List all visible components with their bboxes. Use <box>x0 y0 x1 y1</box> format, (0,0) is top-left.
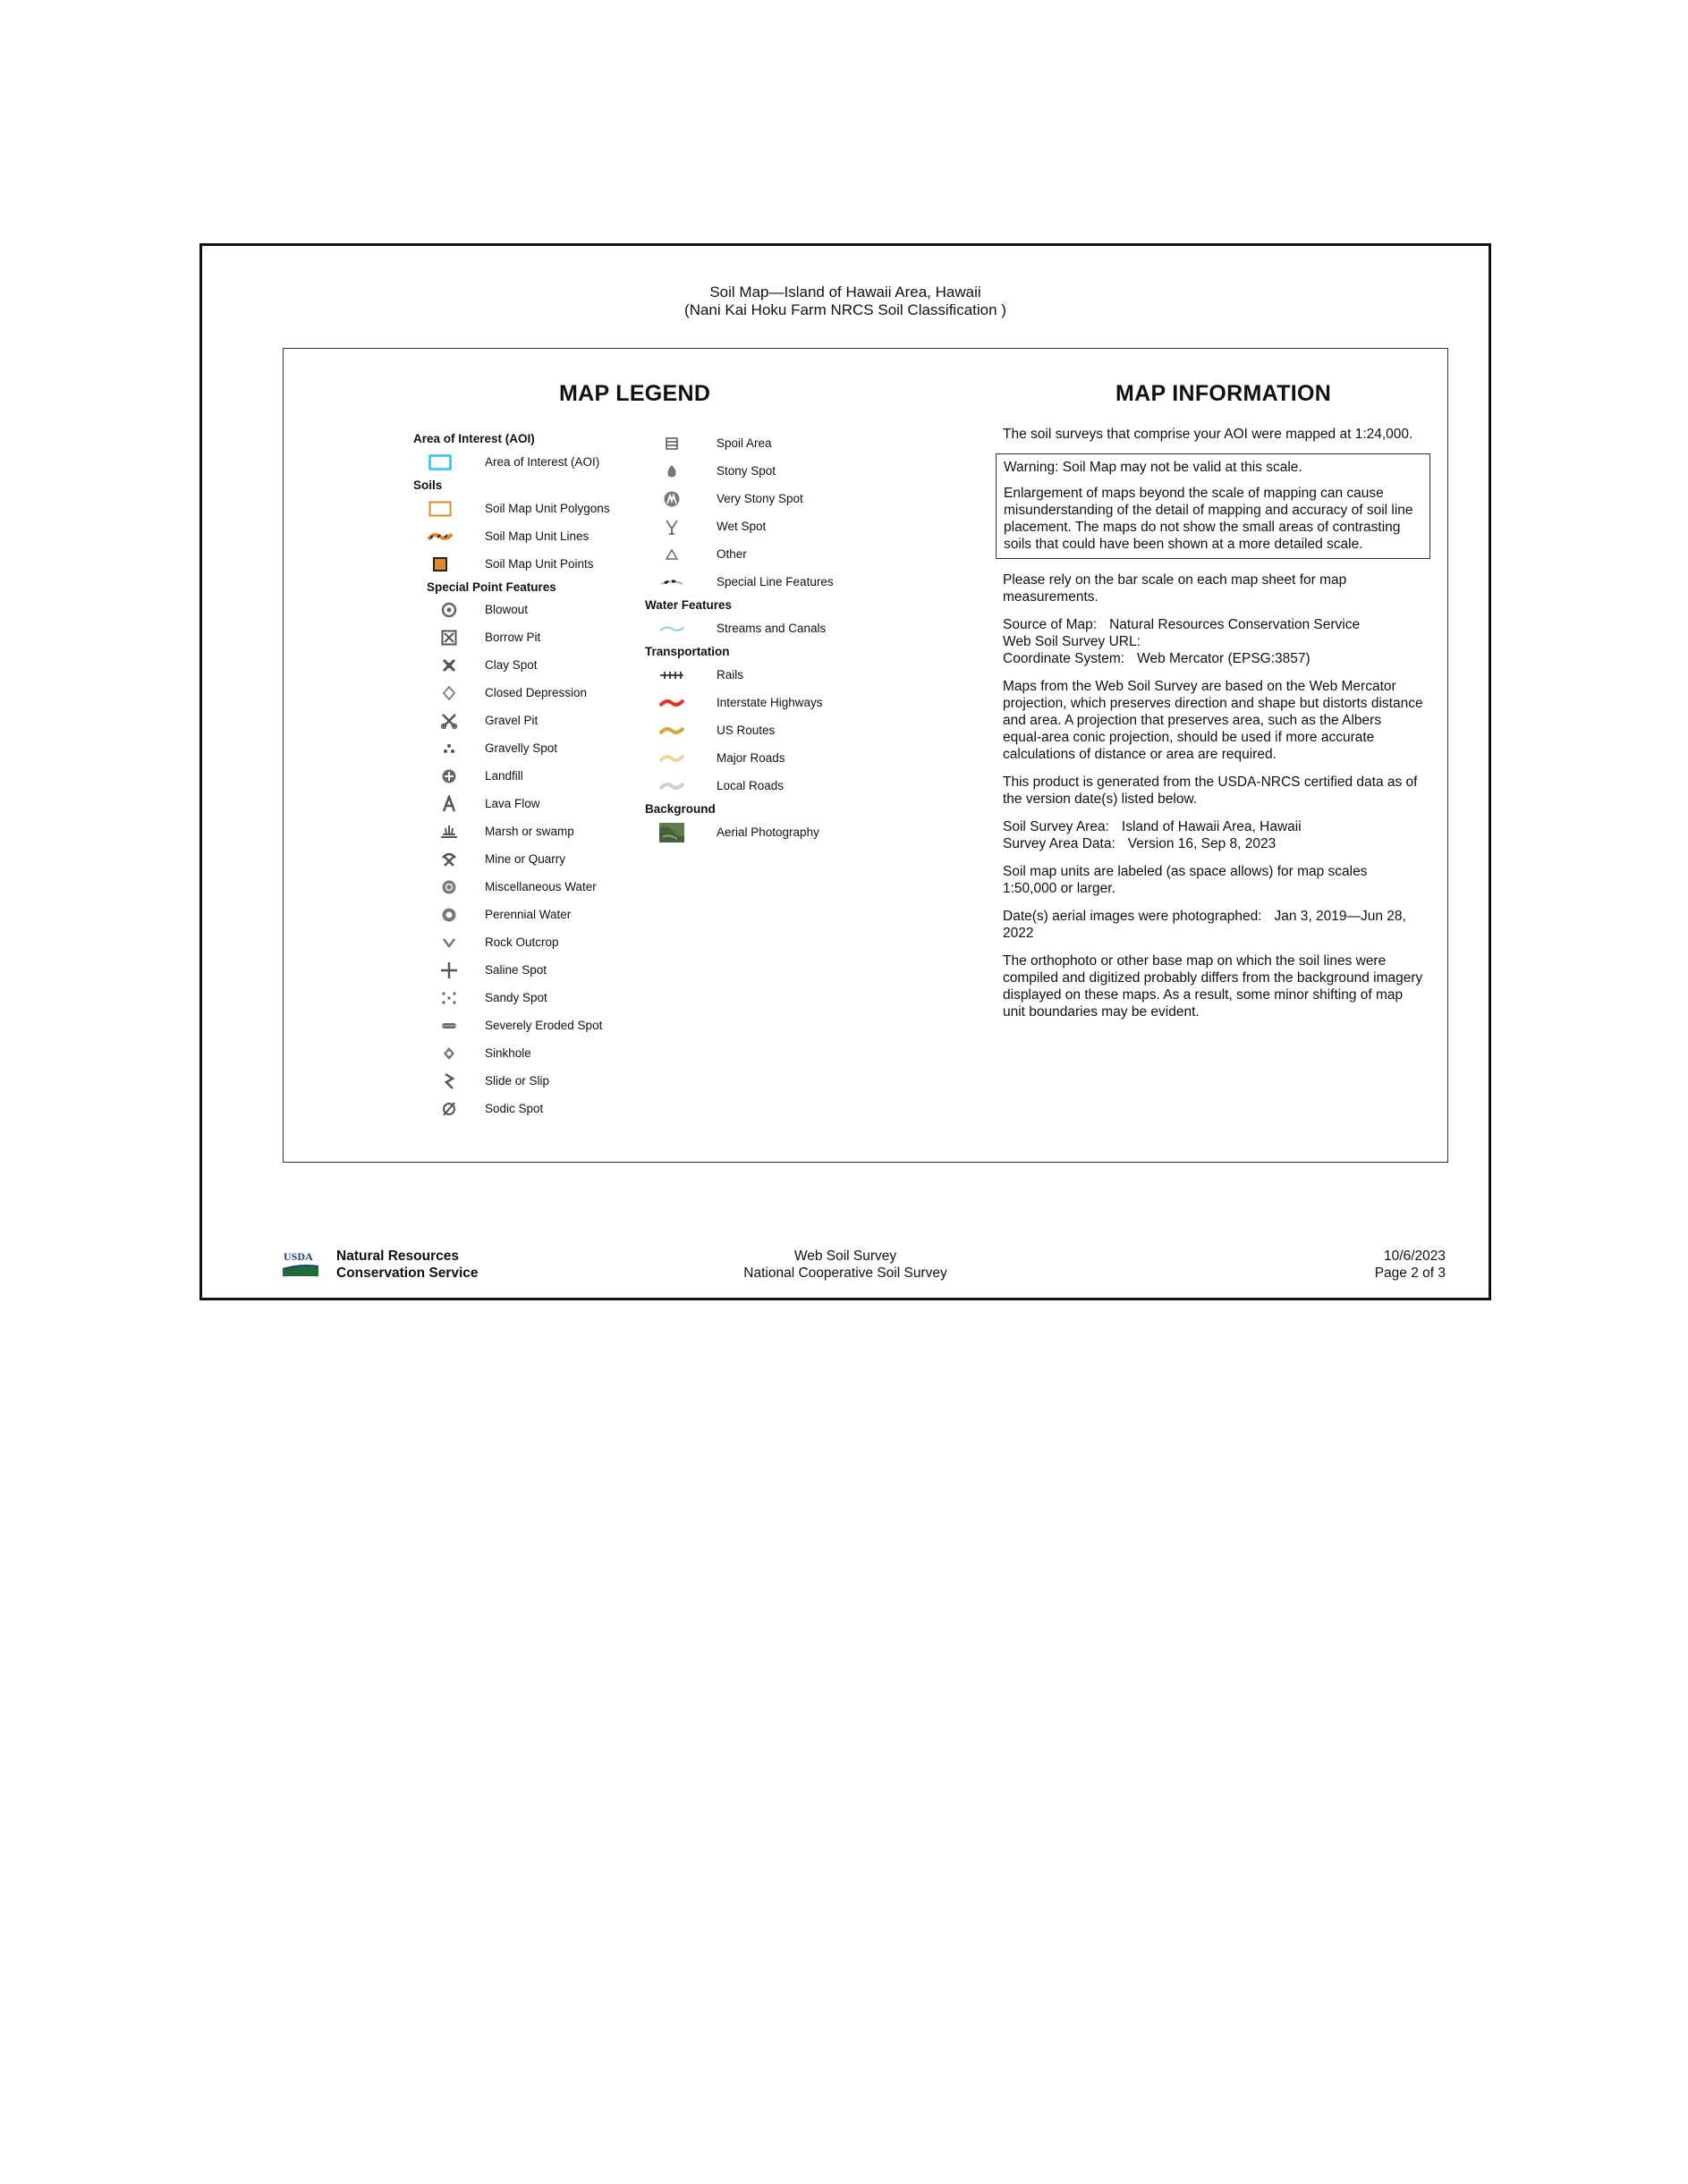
legend-section-transportation: Transportation <box>645 645 730 658</box>
cooperative-survey-label: National Cooperative Soil Survey <box>743 1266 947 1281</box>
legend-item <box>413 550 646 578</box>
gravelly-spot-icon <box>422 734 476 762</box>
dates-label: Date(s) aerial images were photographed: <box>1003 909 1262 924</box>
legend-item-label: Severely Eroded Spot <box>485 1019 603 1032</box>
agency-line-2: Conservation Service <box>336 1266 479 1281</box>
aoi-polygon-icon <box>413 448 467 476</box>
legend-item <box>413 707 646 734</box>
mine-quarry-icon <box>422 845 476 873</box>
legend-section-soils: Soils <box>413 478 443 492</box>
legend-item <box>413 448 646 476</box>
legend-item-label: Rock Outcrop <box>485 935 559 949</box>
legend-item <box>645 716 878 744</box>
document-title <box>202 284 1489 319</box>
legend-item <box>413 817 646 845</box>
legend-item-label: Landfill <box>485 769 523 783</box>
info-source <box>1003 616 1423 667</box>
legend-item <box>413 928 646 956</box>
legend-item-label: Local Roads <box>717 779 785 792</box>
perennial-water-icon <box>422 901 476 928</box>
legend-item-label: Interstate Highways <box>717 696 823 709</box>
major-road-icon <box>645 744 699 772</box>
survey-area-label: Soil Survey Area: <box>1003 819 1109 834</box>
gravel-pit-icon <box>422 707 476 734</box>
map-subtitle: (Nani Kai Hoku Farm NRCS Soil Classification ) <box>684 301 1006 318</box>
source-label: Source of Map: <box>1003 617 1098 632</box>
sandy-spot-icon <box>422 984 476 1012</box>
legend-item <box>645 457 878 485</box>
soil-line-icon <box>413 522 467 550</box>
legend-item-label: Marsh or swamp <box>485 825 574 838</box>
map-legend-heading: MAP LEGEND <box>559 381 711 406</box>
info-labeled-scales: Soil map units are labeled (as space allows) for map scales 1:50,000 or larger. <box>1003 864 1368 896</box>
legend-item-label: Closed Depression <box>485 686 588 699</box>
legend-item <box>413 495 646 522</box>
legend-item-label: Slide or Slip <box>485 1074 550 1088</box>
legend-item-label: Spoil Area <box>717 436 772 450</box>
page-frame <box>199 243 1491 1300</box>
legend-item-label: Sandy Spot <box>485 991 547 1004</box>
legend-item <box>413 623 646 651</box>
legend-item <box>413 734 646 762</box>
legend-item-label: Soil Map Unit Points <box>485 557 594 571</box>
legend-item <box>413 1067 646 1095</box>
soil-polygon-icon <box>413 495 467 522</box>
rails-icon <box>645 661 699 689</box>
map-information <box>1003 426 1423 1031</box>
agency-line-1: Natural Resources <box>336 1249 459 1264</box>
legend-item-label: Special Line Features <box>717 575 834 588</box>
legend-item-label: Major Roads <box>717 751 785 765</box>
legend-item <box>413 651 646 679</box>
legend-section-background: Background <box>645 802 716 816</box>
closed-depression-icon <box>422 679 476 707</box>
sinkhole-icon <box>422 1039 476 1067</box>
info-certified: This product is generated from the USDA-NRCS certified data as of the version date(s) listed below. <box>1003 775 1418 807</box>
footer-center <box>202 1248 1489 1282</box>
coord-label: Coordinate System: <box>1003 651 1125 666</box>
special-line-icon <box>645 568 699 596</box>
survey-data-value: Version 16, Sep 8, 2023 <box>1127 836 1277 851</box>
legend-item <box>413 1039 646 1067</box>
legend-item-label: US Routes <box>717 724 776 737</box>
survey-area-value: Island of Hawaii Area, Hawaii <box>1121 819 1302 834</box>
warning-box <box>996 453 1430 559</box>
very-stony-spot-icon <box>645 485 699 512</box>
legend-item-label: Streams and Canals <box>717 622 827 635</box>
source-value: Natural Resources Conservation Service <box>1109 617 1361 632</box>
info-survey-area <box>1003 818 1423 852</box>
legend-section-aoi: Area of Interest (AOI) <box>413 432 535 445</box>
landfill-icon <box>422 762 476 790</box>
info-orthophoto: The orthophoto or other base map on which the soil lines were compiled and digitized probably differs from the background imagery displayed on these maps. As a result, some minor shifting of map unit boundaries may be evident. <box>1003 953 1423 1020</box>
legend-item <box>413 901 646 928</box>
aerial-photography-icon <box>645 818 699 846</box>
legend-item-label: Soil Map Unit Lines <box>485 529 590 543</box>
legend-item <box>645 614 878 642</box>
legend-item <box>645 512 878 540</box>
sodic-spot-icon <box>422 1095 476 1122</box>
legend-item <box>413 873 646 901</box>
us-route-icon <box>645 716 699 744</box>
legend-item-label: Blowout <box>485 603 529 616</box>
slide-slip-icon <box>422 1067 476 1095</box>
legend-item <box>413 790 646 817</box>
legend-item <box>645 744 878 772</box>
info-aerial-dates <box>1003 908 1423 942</box>
svg-text:USDA: USDA <box>284 1250 313 1263</box>
legend-item-label: Gravelly Spot <box>485 741 558 755</box>
marsh-icon <box>422 817 476 845</box>
legend-item-label: Mine or Quarry <box>485 852 566 866</box>
blowout-icon <box>422 597 476 623</box>
info-bar-scale: Please rely on the bar scale on each map sheet for map measurements. <box>1003 572 1347 605</box>
legend-section-water: Water Features <box>645 598 733 612</box>
web-soil-survey-label: Web Soil Survey <box>793 1249 897 1264</box>
legend-item-label: Perennial Water <box>485 908 572 921</box>
legend-item <box>413 1012 646 1039</box>
legend-item-label: Borrow Pit <box>485 631 541 644</box>
legend-item <box>645 689 878 716</box>
spoil-area-icon <box>645 429 699 457</box>
local-road-icon <box>645 772 699 800</box>
legend-item <box>413 762 646 790</box>
saline-spot-icon <box>422 956 476 984</box>
legend-item <box>645 540 878 568</box>
legend-item <box>413 597 646 623</box>
legend-info-panel <box>283 348 1448 1163</box>
interstate-highway-icon <box>645 689 699 716</box>
legend-item <box>413 1095 646 1122</box>
legend-column-1 <box>413 429 646 1122</box>
page-number: Page 2 of 3 <box>1374 1266 1446 1281</box>
legend-item-label: Gravel Pit <box>485 714 539 727</box>
clay-spot-icon <box>422 651 476 679</box>
page-footer <box>202 1248 1489 1283</box>
legend-item <box>413 845 646 873</box>
coord-value: Web Mercator (EPSG:3857) <box>1137 651 1311 666</box>
legend-item <box>645 429 878 457</box>
legend-item <box>413 984 646 1012</box>
misc-water-icon <box>422 873 476 901</box>
legend-item <box>645 661 878 689</box>
legend-item <box>645 485 878 512</box>
legend-item-label: Saline Spot <box>485 963 547 977</box>
info-projection: Maps from the Web Soil Survey are based on the Web Mercator projection, which preserves direction and shape but distorts distance and area. A projection that preserves area, such as the Albers equal-area conic projection, should be used if more accurate calculations of distance or area are required. <box>1003 679 1423 762</box>
info-mapped-scale: The soil surveys that comprise your AOI were mapped at 1:24,000. <box>1003 427 1413 442</box>
map-title: Soil Map—Island of Hawaii Area, Hawaii <box>709 284 981 301</box>
legend-item <box>413 956 646 984</box>
legend-item-label: Wet Spot <box>717 520 767 533</box>
eroded-spot-icon <box>422 1012 476 1039</box>
legend-item <box>645 818 878 846</box>
footer-date: 10/6/2023 <box>1384 1249 1446 1264</box>
legend-item-label: Other <box>717 547 747 561</box>
legend-item-label: Rails <box>717 668 744 681</box>
legend-item-label: Lava Flow <box>485 797 540 810</box>
warning-title: Warning: Soil Map may not be valid at this scale. <box>1004 460 1302 475</box>
legend-item <box>413 679 646 707</box>
lava-flow-icon <box>422 790 476 817</box>
legend-column-2 <box>645 429 878 846</box>
legend-item <box>413 522 646 550</box>
legend-item-label: Sinkhole <box>485 1046 531 1060</box>
legend-item-label: Sodic Spot <box>485 1102 544 1115</box>
survey-data-label: Survey Area Data: <box>1003 836 1115 851</box>
rock-outcrop-icon <box>422 928 476 956</box>
legend-item-label: Area of Interest (AOI) <box>485 455 600 469</box>
stony-spot-icon <box>645 457 699 485</box>
legend-item-label: Soil Map Unit Polygons <box>485 502 610 515</box>
legend-item-label: Miscellaneous Water <box>485 880 597 893</box>
footer-right <box>1375 1248 1446 1282</box>
legend-item-label: Aerial Photography <box>717 825 819 839</box>
legend-item-label: Clay Spot <box>485 658 538 672</box>
url-label: Web Soil Survey URL: <box>1003 634 1141 649</box>
map-information-heading: MAP INFORMATION <box>1115 381 1332 406</box>
legend-section-special-points: Special Point Features <box>427 580 556 594</box>
dates-value: Jan 3, 2019—Jun 28, 2022 <box>1003 909 1406 941</box>
borrow-pit-icon <box>422 623 476 651</box>
legend-item-label: Stony Spot <box>717 464 776 478</box>
warning-text: Enlargement of maps beyond the scale of mapping can cause misunderstanding of the detail of mapping and accuracy of soil line placement. The maps do not show the small areas of contrasting soils that could have been shown at a more detailed scale. <box>1004 486 1413 552</box>
legend-item <box>645 772 878 800</box>
legend-item <box>645 568 878 596</box>
legend-item-label: Very Stony Spot <box>717 492 803 505</box>
stream-icon <box>645 614 699 642</box>
wet-spot-icon <box>645 512 699 540</box>
soil-point-icon <box>413 550 467 578</box>
other-triangle-icon <box>645 540 699 568</box>
